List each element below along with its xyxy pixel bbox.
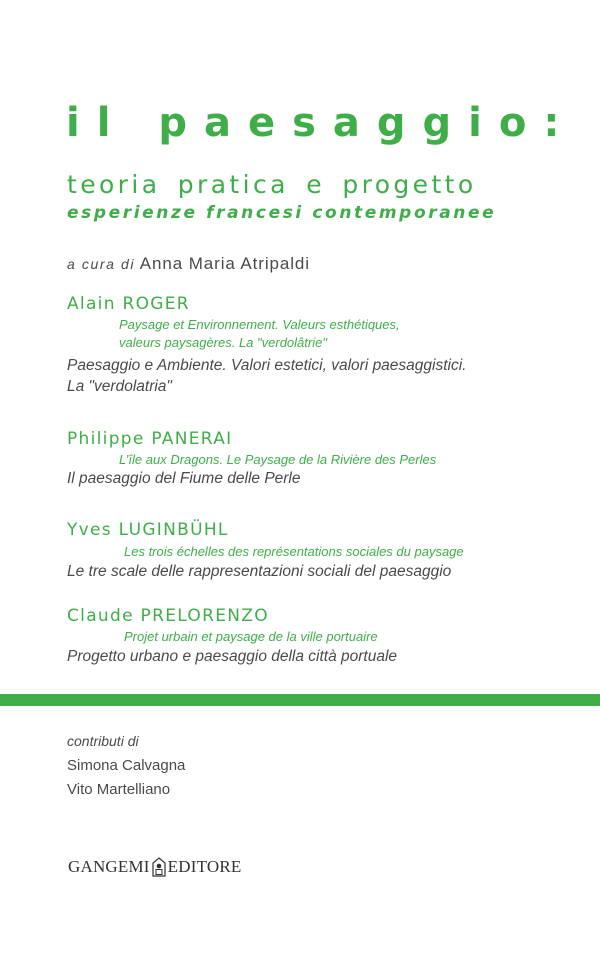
essay-author: Philippe PANERAI	[67, 429, 233, 449]
essay-translated-title: Il paesaggio del Fiume delle Perle	[67, 470, 301, 487]
essay-author: Alain ROGER	[67, 294, 190, 314]
curator-name: Anna Maria Atripaldi	[139, 254, 310, 273]
essay-translated-title: Progetto urbano e paesaggio della città portuale	[67, 648, 398, 665]
book-subtitle-secondary: esperienze francesi contemporanee	[67, 203, 497, 223]
contributor-name: Simona Calvagna	[67, 757, 186, 774]
essay-original-title: Les trois échelles des représentations sociales du paysage	[124, 544, 464, 559]
essay-translated-title: La "verdolatria"	[67, 378, 172, 395]
curator-prefix: a cura di	[67, 256, 136, 272]
essay-author: Claude PRELORENZO	[67, 606, 269, 626]
book-subtitle: teoria pratica e progetto	[67, 170, 477, 199]
essay-original-title: Projet urbain et paysage de la ville portuaire	[124, 629, 378, 644]
essay-original-title: valeurs paysagères. La "verdolâtrie"	[119, 335, 327, 350]
publisher-emblem-icon	[152, 857, 166, 877]
contributor-name: Vito Martelliano	[67, 781, 171, 798]
green-divider-bar	[0, 694, 600, 706]
contributors-label: contributi di	[67, 733, 139, 749]
essay-translated-title: Paesaggio e Ambiente. Valori estetici, valori paesaggistici.	[67, 357, 467, 374]
publisher-name-right: EDITORE	[167, 857, 242, 876]
publisher-logo	[68, 857, 241, 877]
book-title: il paesaggio:	[66, 100, 577, 146]
publisher-name-left: GANGEMI	[68, 857, 150, 876]
essay-original-title: Paysage et Environnement. Valeurs esthétiques,	[119, 317, 400, 332]
essay-original-title: L’île aux Dragons. Le Paysage de la Rivière des Perles	[119, 452, 437, 467]
curator-line	[67, 254, 310, 274]
essay-author: Yves LUGINBÜHL	[67, 520, 229, 540]
essay-translated-title: Le tre scale delle rappresentazioni sociali del paesaggio	[67, 563, 452, 580]
